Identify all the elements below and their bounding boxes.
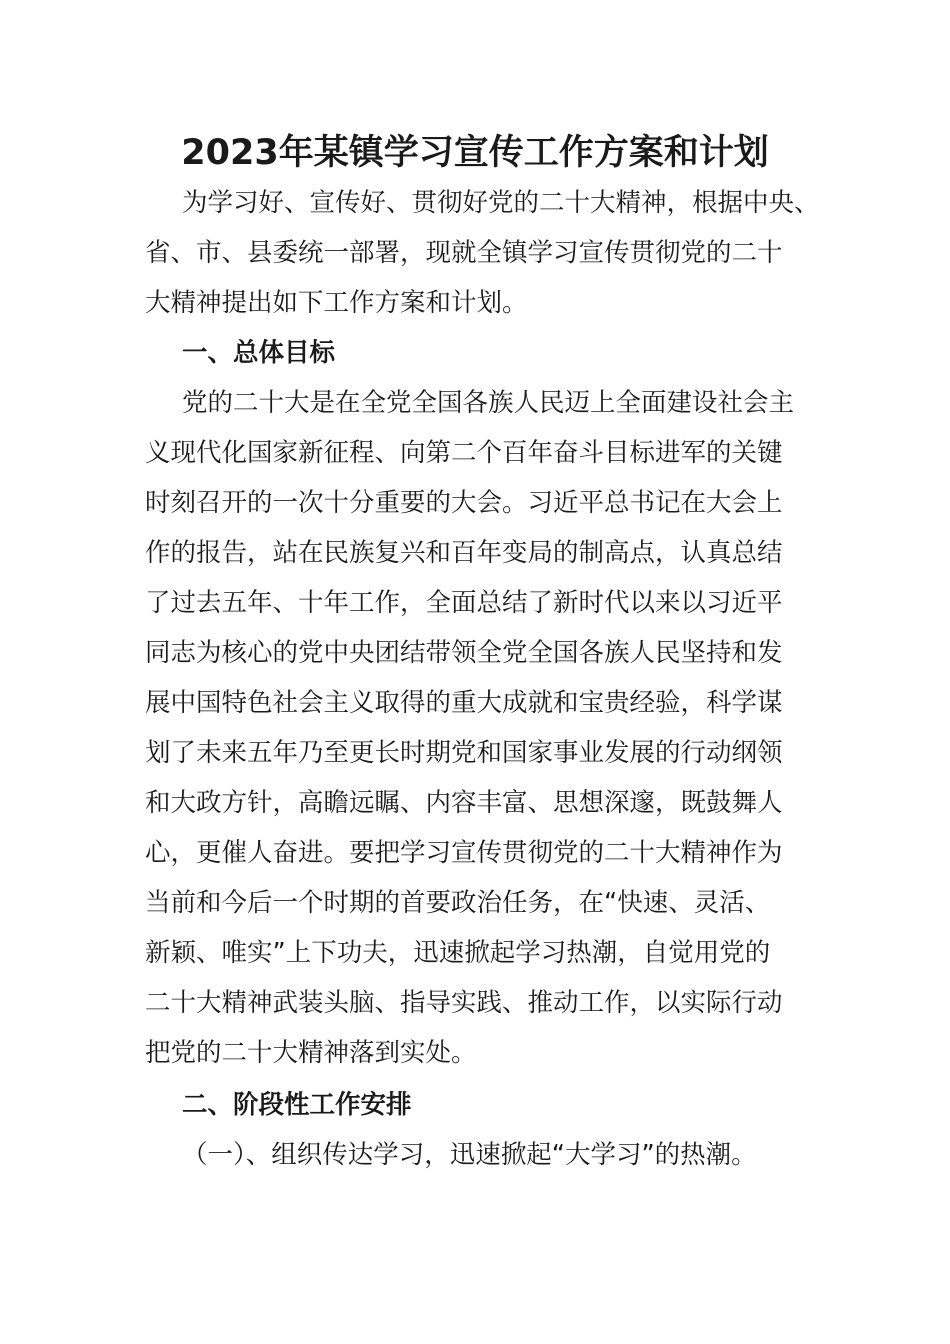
paragraph-line: 同志为核心的党中央团结带领全党全国各族人民坚持和发 <box>145 638 783 668</box>
paragraph-line: 心，更催人奋进。要把学习宣传贯彻党的二十大精神作为 <box>145 838 783 868</box>
paragraph-line: 展中国特色社会主义取得的重大成就和宝贵经验，科学谋 <box>145 688 783 718</box>
paragraph-line: 作的报告，站在民族复兴和百年变局的制高点，认真总结 <box>145 538 783 568</box>
paragraph-line: 划了未来五年乃至更长时期党和国家事业发展的行动纲领 <box>145 738 783 768</box>
intro-line: 大精神提出如下工作方案和计划。 <box>145 288 528 318</box>
paragraph-line: 新颖、唯实”上下功夫，迅速掀起学习热潮，自觉用党的 <box>145 938 771 968</box>
paragraph-line: 当前和今后一个时期的首要政治任务，在“快速、灵活、 <box>145 888 771 918</box>
overall-goal-paragraph <box>145 378 825 1078</box>
paragraph-line: 义现代化国家新征程、向第二个百年奋斗目标进军的关键 <box>145 438 783 468</box>
section-heading-overall-goal: 一、总体目标 <box>182 338 336 368</box>
intro-line: 省、市、县委统一部署，现就全镇学习宣传贯彻党的二十 <box>145 238 783 268</box>
paragraph-line: 和大政方针，高瞻远瞩、内容丰富、思想深邃，既鼓舞人 <box>145 788 783 818</box>
paragraph-line: 了过去五年、十年工作，全面总结了新时代以来以习近平 <box>145 588 783 618</box>
document-title: 2023年某镇学习宣传工作方案和计划 <box>181 133 769 173</box>
paragraph-line: 把党的二十大精神落到实处。 <box>145 1038 477 1068</box>
subsection-heading-organize-study: （一）、组织传达学习，迅速掀起“大学习”的热潮。 <box>182 1140 757 1170</box>
paragraph-line: 时刻召开的一次十分重要的大会。习近平总书记在大会上 <box>145 488 783 518</box>
paragraph-line: 二十大精神武装头脑、指导实践、推动工作，以实际行动 <box>145 988 783 1018</box>
paragraph-line: 党的二十大是在全党全国各族人民迈上全面建设社会主 <box>182 388 795 418</box>
intro-paragraph <box>145 178 825 328</box>
intro-line: 为学习好、宣传好、贯彻好党的二十大精神，根据中央、 <box>182 188 820 218</box>
section-heading-stage-arrangement: 二、阶段性工作安排 <box>182 1090 412 1120</box>
